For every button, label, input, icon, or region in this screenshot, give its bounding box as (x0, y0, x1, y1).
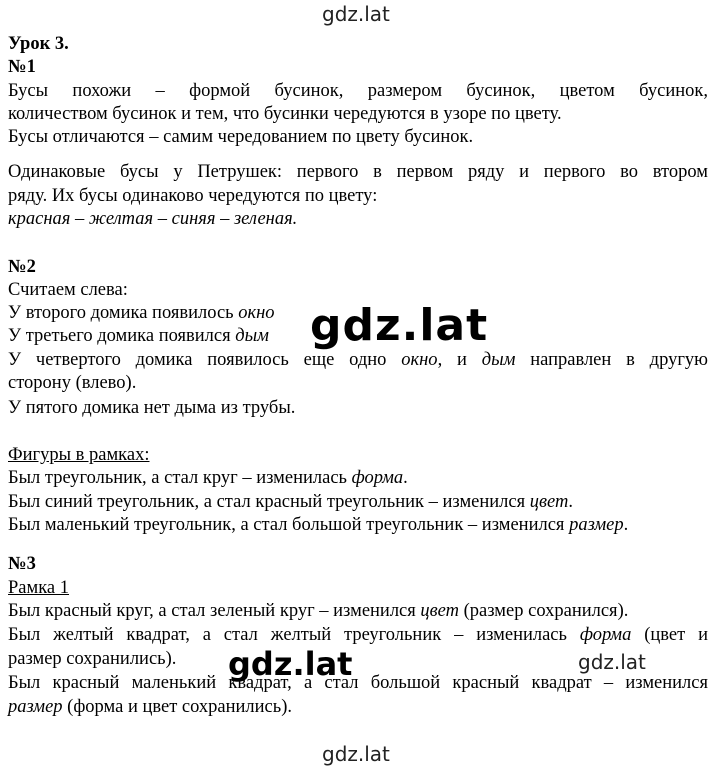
fig-line-3: Был маленький треугольник, а стал большой треугольник – изменился размер. (8, 515, 629, 535)
s1-line-2: количеством бусинок и тем, что бусинки чередуются в узоре по цвету. (8, 104, 562, 124)
s3-line-5: размер (форма и цвет сохранились). (8, 697, 292, 717)
fig-line-2: Был синий треугольник, а стал красный треугольник – изменился цвет. (8, 492, 573, 512)
s1-line-6: красная – желтая – синяя – зеленая. (8, 209, 298, 229)
s2-line-4: У четвертого домика появилось еще одно окно, и дым направлен в другую (8, 350, 708, 370)
s3-line-3: размер сохранились). (8, 649, 177, 669)
s2-line-6: У пятого домика нет дыма из трубы. (8, 398, 296, 418)
watermark-bottom: gdz.lat (322, 742, 390, 766)
s1-line-3: Бусы отличаются – самим чередованием по цвету бусинок. (8, 127, 474, 147)
frame-1-title: Рамка 1 (8, 578, 70, 598)
watermark-top: gdz.lat (322, 2, 390, 26)
s1-line-1: Бусы похожи – формой бусинок, размером бусинок, цветом бусинок, (8, 81, 708, 101)
fig-line-1: Был треугольник, а стал круг – изменилась форма. (8, 468, 408, 488)
section-3-number: №3 (8, 554, 36, 574)
section-1-number: №1 (8, 57, 36, 77)
section-2-number: №2 (8, 257, 36, 277)
s2-line-2: У второго домика появилось окно (8, 303, 275, 323)
s2-line-1: Считаем слева: (8, 280, 128, 300)
s1-line-4: Одинаковые бусы у Петрушек: первого в первом ряду и первого во втором (8, 162, 708, 182)
s3-line-1: Был красный круг, а стал зеленый круг – изменился цвет (размер сохранился). (8, 601, 629, 621)
figures-title: Фигуры в рамках: (8, 445, 150, 465)
watermark-lower-right: gdz.lat (578, 650, 646, 674)
lesson-title: Урок 3. (8, 34, 69, 54)
s3-line-2: Был желтый квадрат, а стал желтый треугольник – изменилась форма (цвет и (8, 625, 708, 645)
watermark-lower-left: gdz.lat (228, 645, 353, 683)
s3-line-4: Был красный маленький квадрат, а стал большой красный квадрат – изменился (8, 673, 708, 693)
watermark-center: gdz.lat (310, 300, 489, 351)
s2-line-5: сторону (влево). (8, 373, 137, 393)
s1-line-5: ряду. Их бусы одинаково чередуются по цвету: (8, 186, 378, 206)
s2-line-3: У третьего домика появился дым (8, 326, 269, 346)
